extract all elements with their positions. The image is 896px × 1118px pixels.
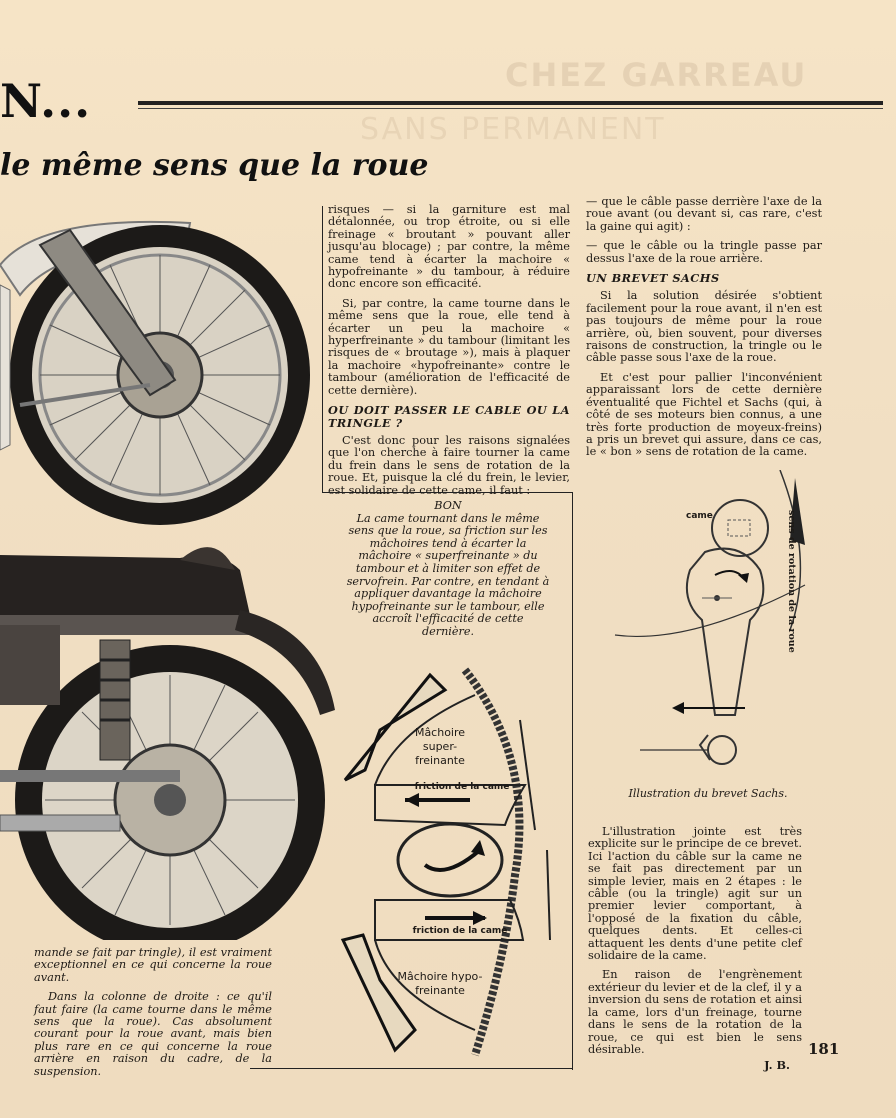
right-paragraph-1: — que le câble passe derrière l'axe de la roue avant (ou devant si, cas rare, c'est la gaine qui agit) : [586, 195, 822, 233]
came-label: came [686, 511, 713, 521]
headline-rule-thin [138, 108, 883, 109]
rotation-direction-label: sens de rotation de la roue [786, 510, 797, 653]
right-column [586, 196, 822, 466]
headline-fragment: N... [0, 74, 92, 128]
friction-label-top: friction de la came [414, 782, 510, 792]
middle-heading: OU DOIT PASSER LE CABLE OU LA TRINGLE ? [328, 403, 570, 430]
column-frame-bottom [322, 492, 572, 493]
diagram-frame [572, 492, 573, 1070]
bleed-through-text: CHEZ GARREAU [505, 56, 808, 94]
right-paragraph-4: Et c'est pour pallier l'inconvénient apparaissant lors de cette dernière éventualité que Fichtel et Sachs (qui, à côté de ses moteurs bien connus, a une très forte production de moyeux-freins) a pris un brevet qui assure, dans ce cas, le « bon » sens de rotation de la came. [586, 370, 822, 459]
lower-shoe-label: Mâchoire hypo-freinante [397, 970, 483, 997]
bon-text: La came tournant dans le même sens que la roue, sa friction sur les mâchoires tend à écarter la mâchoire « superfreinante » du tambour et à limiter son effet de servofrein. Par contre, en tendant à appliquer davantage la mâchoire hypofreinante sur le tambour, elle accroît l'efficacité de cette dernière. [346, 511, 550, 638]
column-frame [322, 206, 323, 492]
diagram-frame-bottom [250, 1068, 573, 1069]
right-bottom-paragraph-2: En raison de l'engrènement extérieur du levier et de la clef, il y a inversion du sens de rotation et ainsi la came, lors d'un freinage, tourne dans le sens de la rotation de la roue, ce qui est bien le sens désirable. [588, 968, 802, 1056]
signature: J. B. [764, 1058, 790, 1073]
page-number: 181 [808, 1040, 840, 1058]
brake-diagram [335, 660, 570, 1060]
middle-paragraph-3: C'est donc pour les raisons signalées que l'on cherche à faire tourner la came du frein dans le sens de rotation de la roue. Et, puisque la clé du frein, le levier, est solidaire de cette came, il faut : [328, 433, 570, 497]
middle-paragraph-2: Si, par contre, la came tourne dans le même sens que la roue, elle tend à écarter un peu la machoire « hyperfreinante » du tambour (limitant les risques de « broutage »), mais à plaquer la machoire «hypofreinante» contre le tambour (amélioration de l'efficacité de cette dernière). [328, 296, 570, 397]
middle-paragraph-1: risques — si la garniture est mal détalonnée, ou trop étroite, ou si elle freinage « broutant » pouvant aller jusqu'au blocage) ; par contre, la même came tend à écarter la machoire « hypofreinante » du tambour, à réduire donc encore son efficacité. [328, 203, 570, 291]
sachs-caption: Illustration du brevet Sachs. [628, 787, 788, 800]
left-bottom-paragraph-2: Dans la colonne de droite : ce qu'il faut faire (la came tourne dans le même sens que la roue). Cas absolument courant pour la roue avant, mais bien plus rare en ce qui concerne la roue arrière en raison du cadre, de la suspension. [34, 990, 272, 1078]
middle-column [328, 204, 570, 504]
right-bottom-paragraph-1: L'illustration jointe est très explicite sur le principe de ce brevet. Ici l'action du câble sur la came ne se fait pas directement par un simple levier, mais en 2 étapes : le câble (ou la tringle) agit sur un premier levier comportant, à l'opposé de la fixation du câble, quelques dents. Et celles-ci attaquent les dents d'une petite clef solidaire de la came. [588, 825, 802, 963]
headline-rule [138, 101, 883, 105]
right-paragraph-3: Si la solution désirée s'obtient facilement pour la roue avant, il n'en est pas toujours de même pour la roue arrière, où, bien souvent, pour diverses raisons de construction, la tringle ou le câble passe sous l'axe de la roue. [586, 289, 822, 365]
bon-title: BON [434, 499, 462, 512]
friction-label-bottom: friction de la came [412, 926, 508, 936]
bon-caption [345, 500, 551, 639]
left-bottom-paragraph-1: mande se fait par tringle), il est vraiment exceptionnel en ce qui concerne la roue avant. [34, 946, 272, 984]
upper-shoe-label: Mâchoire super-freinante [414, 726, 466, 767]
rear-wheel-photo [0, 530, 340, 940]
right-paragraph-2: — que le câble ou la tringle passe par dessus l'axe de la roue arrière. [586, 239, 822, 265]
left-bottom-column [34, 947, 272, 1085]
subheadline: le même sens que la roue [0, 148, 429, 183]
right-heading: UN BREVET SACHS [586, 271, 720, 286]
bleed-through-text-2: SANS PERMANENT [360, 112, 666, 147]
front-wheel-photo [0, 205, 320, 530]
right-bottom-column [588, 826, 802, 1072]
